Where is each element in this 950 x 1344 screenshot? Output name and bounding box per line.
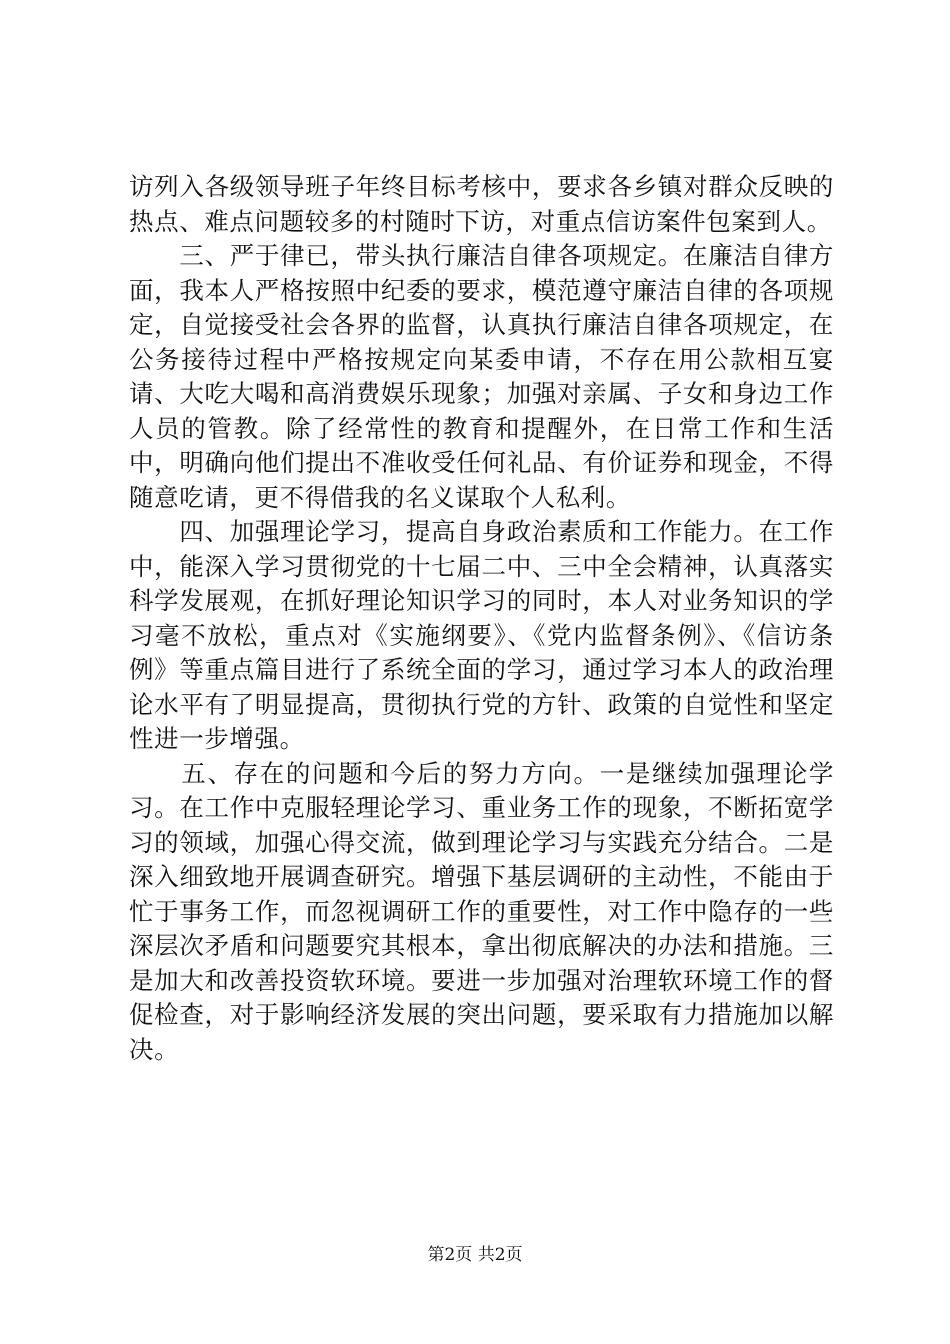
document-body bbox=[129, 170, 834, 1067]
paragraph-section-four: 四、加强理论学习，提高自身政治素质和工作能力。在工作中，能深入学习贯彻党的十七届二中、三中全会精神，认真落实科学发展观，在抓好理论知识学习的同时，本人对业务知识的学习毫不放松，重点对《实施纲要》、《党内监督条例》、《信访条例》等重点篇目进行了系统全面的学习，通过学习本人的政治理论水平有了明显提高，贯彻执行党的方针、政策的自觉性和坚定性进一步增强。 bbox=[129, 517, 834, 753]
page-number-label: 第2页 共2页 bbox=[427, 1245, 523, 1265]
paragraph-xinfang-continued: 访列入各级领导班子年终目标考核中，要求各乡镇对群众反映的热点、难点问题较多的村随时下访，对重点信访案件包案到人。 bbox=[129, 172, 834, 236]
paragraph-section-three: 三、严于律已，带头执行廉洁自律各项规定。在廉洁自律方面，我本人严格按照中纪委的要求，模范遵守廉洁自律的各项规定，自觉接受社会各界的监督，认真执行廉洁自律各项规定，在公务接待过程中严格按规定向某委申请，不存在用公款相互宴请、大吃大喝和高消费娱乐现象；加强对亲属、子女和身边工作人员的管教。除了经常性的教育和提醒外，在日常工作和生活中，明确向他们提出不准收受任何礼品、有价证券和现金，不得随意吃请，更不得借我的名义谋取个人私利。 bbox=[129, 241, 834, 512]
paragraph-section-five: 五、存在的问题和今后的努力方向。一是继续加强理论学习。在工作中克服轻理论学习、重业务工作的现象，不断拓宽学习的领域，加强心得交流，做到理论学习与实践充分结合。二是深入细致地开展调查研究。增强下基层调研的主动性，不能由于忙于事务工作，而忽视调研工作的重要性，对工作中隐存的一些深层次矛盾和问题要究其根本，拿出彻底解决的办法和措施。三是加大和改善投资软环境。要进一步加强对治理软环境工作的督促检查，对于影响经济发展的突出问题，要采取有力措施加以解决。 bbox=[129, 758, 834, 1064]
page-footer bbox=[0, 1244, 950, 1266]
